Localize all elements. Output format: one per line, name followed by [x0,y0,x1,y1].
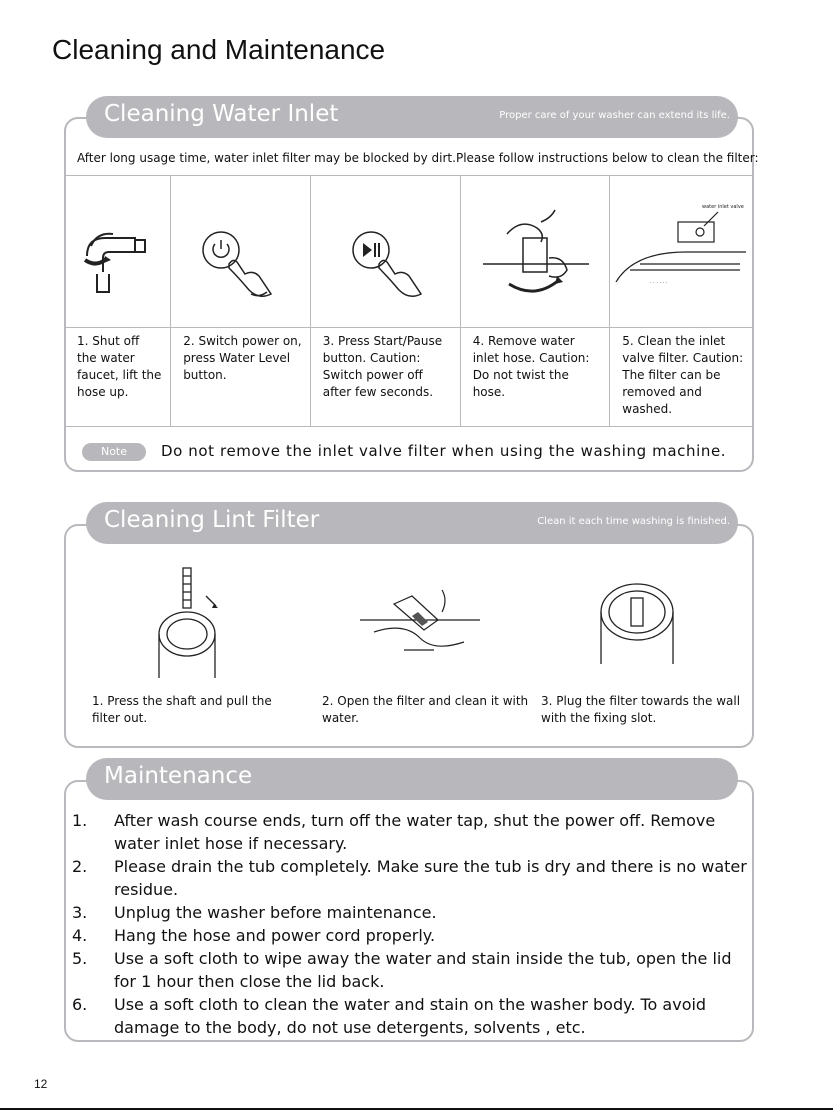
step1-illustration [65,176,171,328]
item-number: 3. [72,903,88,922]
lint-header [86,502,738,544]
inlet-subtitle: Proper care of your washer can extend its life. [499,110,730,121]
step5-text: 5. Clean the inlet valve filter. Caution: The filter can be removed and washed. [610,328,754,427]
pull-filter-icon [150,560,240,685]
item-number: 4. [72,926,88,945]
lint-step3-text: 3. Plug the filter towards the wall with the fixing slot. [541,694,741,725]
step2-illustration [171,176,311,328]
item-text: Use a soft cloth to clean the water and stain on the washer body. To avoid damage to the body, do not use detergents, solvents , etc. [114,995,707,1037]
maintenance-header [86,758,738,800]
item-text: Please drain the tub completely. Make sure the tub is dry and there is no water residue. [114,857,747,899]
item-text: Hang the hose and power cord properly. [114,926,436,945]
step3-illustration [310,176,460,328]
faucet-icon [65,176,171,327]
lint-step2-text: 2. Open the filter and clean it with water. [322,694,529,725]
list-item [72,855,752,901]
inlet-steps-grid [64,175,754,427]
inlet-title: Cleaning Water Inlet [104,101,339,127]
maintenance-title: Maintenance [104,763,253,789]
item-number: 6. [72,995,88,1014]
step4-illustration [460,176,610,328]
item-text: Use a soft cloth to wipe away the water and stain inside the tub, open the lid for 1 hour then close the lid back. [114,949,732,991]
item-number: 5. [72,949,88,968]
valve-label: water inlet valve [702,204,745,210]
plug-filter-icon [592,572,682,672]
hose-removal-icon [461,176,611,327]
lint-title: Cleaning Lint Filter [104,507,320,533]
item-number: 1. [72,811,88,830]
item-text: Unplug the washer before maintenance. [114,903,437,922]
page-number: 12 [34,1077,48,1091]
step2-text: 2. Switch power on, press Water Level button. [171,328,311,427]
list-item [72,993,752,1039]
page-title: Cleaning and Maintenance [52,34,386,65]
bottom-rule [0,1108,833,1110]
list-item [72,809,752,855]
list-item [72,947,752,993]
item-text: After wash course ends, turn off the water tap, shut the power off. Remove water inlet hose if necessary. [114,811,716,853]
step3-text: 3. Press Start/Pause button. Caution: Switch power off after few seconds. [310,328,460,427]
item-number: 2. [72,857,88,876]
svg-text:· · · · · ·: · · · · · · [650,280,668,286]
lint-step1-text: 1. Press the shaft and pull the filter out. [92,694,272,725]
inlet-intro: After long usage time, water inlet filter may be blocked by dirt.Please follow instructions below to clean the filter: [77,151,759,165]
maintenance-list [72,809,752,1039]
power-button-icon [171,176,311,327]
step1-text: 1. Shut off the water faucet, lift the hose up. [65,328,171,427]
note-badge: Note [82,443,146,461]
open-filter-icon [354,580,484,665]
step5-illustration [610,176,754,328]
inlet-valve-icon [610,176,754,327]
start-pause-button-icon [311,176,461,327]
lint-subtitle: Clean it each time washing is finished. [537,516,730,527]
inlet-header [86,96,738,138]
step4-text: 4. Remove water inlet hose. Caution: Do not twist the hose. [460,328,610,427]
list-item [72,924,752,947]
note-text: Do not remove the inlet valve filter when using the washing machine. [161,442,727,460]
list-item [72,901,752,924]
